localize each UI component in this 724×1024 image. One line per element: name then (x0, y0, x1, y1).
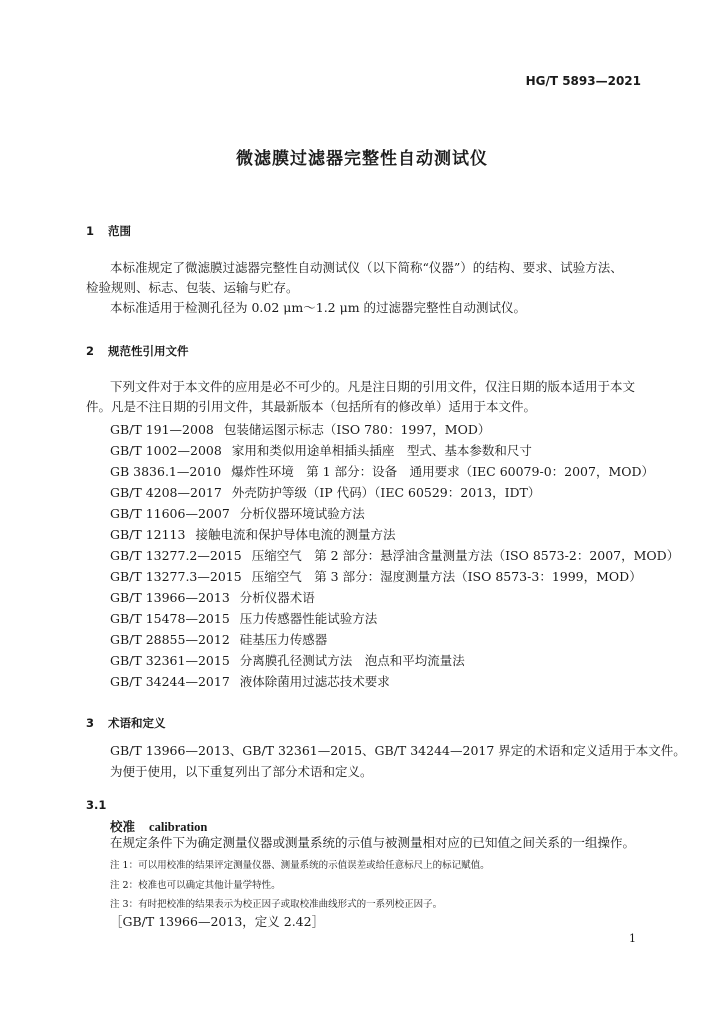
section-3-heading (86, 715, 166, 731)
reference-item (110, 483, 540, 501)
reference-code: GB/T 191—2008 (110, 422, 214, 437)
reference-title: 外壳防护等级（IP 代码）（IEC 60529：2013，IDT） (231, 485, 541, 500)
references-intro-line-2: 件。凡是不注日期的引用文件，其最新版本（包括所有的修改单）适用于本文件。 (86, 399, 537, 414)
reference-title: 压缩空气 第 3 部分：湿度测量方法（ISO 8573-3：1999，MOD） (251, 569, 642, 584)
reference-item (110, 420, 490, 438)
reference-title: 压缩空气 第 2 部分：悬浮油含量测量方法（ISO 8573-2：2007，MOD） (251, 548, 680, 563)
section-2-heading (86, 343, 189, 359)
section-title: 术语和定义 (108, 716, 166, 730)
reference-item (110, 441, 532, 459)
note-3: 注 3：有时把校准的结果表示为校正因子或取校准曲线形式的一系列校正因子。 (110, 899, 443, 910)
reference-code: GB/T 32361—2015 (110, 653, 230, 668)
term-definition: 在规定条件下为确定测量仪器或测量系统的示值与被测量相对应的已知值之间关系的一组操作。 (110, 835, 636, 850)
scope-paragraph-1-line-2: 检验规则、标志、包装、运输与贮存。 (86, 280, 299, 295)
reference-title: 硅基压力传感器 (239, 632, 328, 647)
reference-item (110, 462, 654, 480)
reference-code: GB/T 4208—2017 (110, 485, 222, 500)
references-intro-line-1: 下列文件对于本文件的应用是必不可少的。凡是注日期的引用文件，仅注日期的版本适用于本文 (110, 379, 636, 394)
section-title: 规范性引用文件 (108, 344, 189, 358)
reference-code: GB 3836.1—2010 (110, 464, 222, 479)
reference-item (110, 567, 642, 585)
reference-item (110, 546, 679, 564)
reference-code: GB/T 34244—2017 (110, 674, 230, 689)
reference-code: GB/T 28855—2012 (110, 632, 230, 647)
clause-3-1-number: 3.1 (86, 798, 107, 812)
terms-intro-line-1: GB/T 13966—2013、GB/T 32361—2015、GB/T 34244—2017 界定的术语和定义适用于本文件。 (110, 743, 686, 758)
note-2: 注 2：校准也可以确定其他计量学特性。 (110, 880, 281, 891)
reference-title: 压力传感器性能试验方法 (239, 611, 378, 626)
section-title: 范围 (108, 224, 131, 238)
terms-intro-line-2: 为便于使用，以下重复列出了部分术语和定义。 (110, 764, 373, 779)
reference-title: 液体除菌用过滤芯技术要求 (239, 674, 390, 689)
term-source: ［GB/T 13966—2013，定义 2.42］ (110, 914, 325, 929)
reference-code: GB/T 12113 (110, 527, 186, 542)
reference-title: 分析仪器术语 (239, 590, 315, 605)
section-number: 1 (86, 224, 95, 238)
reference-code: GB/T 15478—2015 (110, 611, 230, 626)
reference-code: GB/T 13277.2—2015 (110, 548, 242, 563)
reference-item (110, 609, 377, 627)
reference-item (110, 504, 365, 522)
reference-title: 接触电流和保护导体电流的测量方法 (195, 527, 396, 542)
page-number: 1 (629, 932, 636, 945)
term-chinese: 校准 (110, 819, 136, 834)
reference-title: 分析仪器环境试验方法 (239, 506, 365, 521)
reference-title: 爆炸性环境 第 1 部分：设备 通用要求（IEC 60079-0：2007，MOD） (231, 464, 655, 479)
document-title: 微滤膜过滤器完整性自动测试仪 (236, 149, 488, 169)
reference-code: GB/T 11606—2007 (110, 506, 230, 521)
scope-paragraph-2: 本标准适用于检测孔径为 0.02 μm～1.2 μm 的过滤器完整性自动测试仪。 (110, 300, 527, 315)
reference-item (110, 672, 390, 690)
term-english: calibration (149, 820, 208, 834)
section-number: 3 (86, 716, 95, 730)
reference-item (110, 525, 395, 543)
reference-item (110, 651, 465, 669)
reference-code: GB/T 13966—2013 (110, 590, 230, 605)
reference-title: 分离膜孔径测试方法 泡点和平均流量法 (239, 653, 465, 668)
note-1: 注 1：可以用校准的结果评定测量仪器、测量系统的示值误差或给任意标尺上的标记赋值。 (110, 860, 490, 871)
reference-title: 家用和类似用途单相插头插座 型式、基本参数和尺寸 (231, 443, 532, 458)
section-1-heading (86, 223, 131, 239)
reference-code: GB/T 1002—2008 (110, 443, 222, 458)
reference-code: GB/T 13277.3—2015 (110, 569, 242, 584)
reference-title: 包装储运图示标志（ISO 780：1997，MOD） (223, 422, 491, 437)
standard-number: HG/T 5893—2021 (525, 74, 641, 88)
scope-paragraph-1-line-1: 本标准规定了微滤膜过滤器完整性自动测试仪（以下简称“仪器”）的结构、要求、试验方法、 (110, 260, 623, 275)
reference-item (110, 588, 315, 606)
section-number: 2 (86, 344, 95, 358)
reference-item (110, 630, 327, 648)
